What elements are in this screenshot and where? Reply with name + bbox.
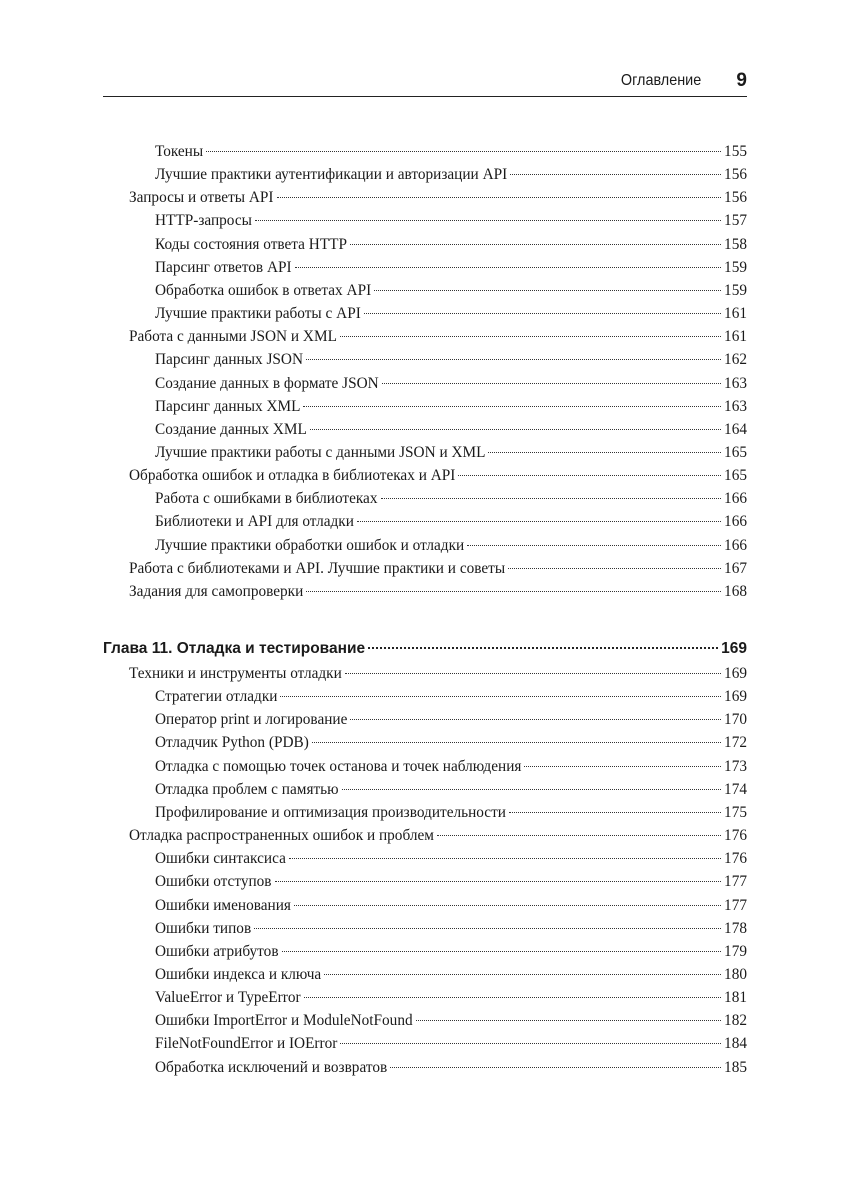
toc-entry-page: 169 xyxy=(721,640,747,657)
toc-entry-page: 166 xyxy=(724,490,747,508)
dot-leader xyxy=(306,591,721,592)
toc-entry-page: 165 xyxy=(724,467,747,485)
toc-entry-page: 174 xyxy=(724,780,747,798)
dot-leader xyxy=(524,766,721,767)
toc-entry-page: 159 xyxy=(724,258,747,276)
toc-entry[interactable] xyxy=(129,663,747,685)
dot-leader xyxy=(364,313,721,314)
dot-leader xyxy=(368,647,718,649)
dot-leader xyxy=(294,905,721,906)
dot-leader xyxy=(437,835,721,836)
toc-entry-page: 168 xyxy=(724,582,747,600)
dot-leader xyxy=(350,719,721,720)
toc-entry[interactable] xyxy=(155,987,747,1009)
toc-entry[interactable] xyxy=(155,895,747,917)
toc-entry-page: 164 xyxy=(724,420,747,438)
dot-leader xyxy=(340,1043,721,1044)
toc-entry-title: Ошибки именования xyxy=(155,896,291,914)
dot-leader xyxy=(467,545,721,546)
toc-entry-title: Создание данных XML xyxy=(155,420,307,438)
toc-entry[interactable] xyxy=(155,419,747,441)
toc-entry-page: 184 xyxy=(724,1035,747,1053)
toc-entry-title: Парсинг ответов API xyxy=(155,258,292,276)
toc-entry[interactable] xyxy=(155,941,747,963)
toc-entry-title: Коды состояния ответа HTTP xyxy=(155,235,348,253)
toc-entry-title: Ошибки отступов xyxy=(155,873,272,891)
toc-entry[interactable] xyxy=(155,848,747,870)
toc-entry-page: 169 xyxy=(724,688,747,706)
toc-entry[interactable] xyxy=(155,210,747,232)
toc-entry[interactable] xyxy=(155,802,747,824)
toc-entry-page: 177 xyxy=(724,873,747,891)
running-header xyxy=(103,70,747,97)
toc-entry[interactable] xyxy=(155,511,747,533)
toc-entry-page: 185 xyxy=(724,1058,747,1076)
page-number: 9 xyxy=(736,70,747,91)
toc-entry-page: 182 xyxy=(724,1012,747,1030)
dot-leader xyxy=(310,429,721,430)
toc-entry-title: Запросы и ответы API xyxy=(129,189,274,207)
toc-entry[interactable] xyxy=(155,164,747,186)
toc-entry[interactable] xyxy=(129,326,747,348)
dot-leader xyxy=(306,359,721,360)
toc-entry-page: 163 xyxy=(724,374,747,392)
dot-leader xyxy=(488,452,721,453)
toc-entry-title: Обработка исключений и возвратов xyxy=(155,1058,388,1076)
toc-entry-title: Библиотеки и API для отладки xyxy=(155,513,354,531)
toc-chapter-heading[interactable] xyxy=(103,638,747,660)
toc-entry-title: Парсинг данных JSON xyxy=(155,351,303,369)
toc-entry-title: Отладка с помощью точек останова и точек наблюдения xyxy=(155,757,522,775)
toc-entry-title: Отладка распространенных ошибок и проблем xyxy=(129,827,434,845)
toc-entry-title: FileNotFoundError и IOError xyxy=(155,1035,338,1053)
toc-entry-title: Ошибки типов xyxy=(155,919,252,937)
dot-leader xyxy=(304,997,721,998)
dot-leader xyxy=(416,1020,721,1021)
toc-entry[interactable] xyxy=(155,280,747,302)
toc-entry[interactable] xyxy=(155,257,747,279)
toc-entry[interactable] xyxy=(129,465,747,487)
toc-entry-title: Лучшие практики обработки ошибок и отладки xyxy=(155,536,465,554)
toc-entry-title: Ошибки индекса и ключа xyxy=(155,965,322,983)
dot-leader xyxy=(342,789,721,790)
toc-entry[interactable] xyxy=(155,234,747,256)
toc-entry-title: Ошибки ImportError и ModuleNotFound xyxy=(155,1012,413,1030)
toc-entry-title: Создание данных в формате JSON xyxy=(155,374,379,392)
toc-entry-page: 175 xyxy=(724,803,747,821)
dot-leader xyxy=(390,1067,721,1068)
toc-entry-title: Оператор print и логирование xyxy=(155,711,348,729)
toc-entry-page: 172 xyxy=(724,734,747,752)
toc-entry-page: 178 xyxy=(724,919,747,937)
dot-leader xyxy=(303,406,721,407)
toc-entry[interactable] xyxy=(155,779,747,801)
toc-entry[interactable] xyxy=(155,396,747,418)
dot-leader xyxy=(382,383,721,384)
toc-entry-title: Работа с ошибками в библиотеках xyxy=(155,490,378,508)
toc-entry-title: ValueError и TypeError xyxy=(155,989,301,1007)
toc-entry[interactable] xyxy=(155,349,747,371)
toc-entry-page: 161 xyxy=(724,328,747,346)
toc-entry[interactable] xyxy=(155,756,747,778)
toc-entry[interactable] xyxy=(155,732,747,754)
toc-entry-page: 166 xyxy=(724,513,747,531)
toc-entry-page: 158 xyxy=(724,235,747,253)
toc-entry-title: Работа с данными JSON и XML xyxy=(129,328,337,346)
toc-entry-title: Обработка ошибок и отладка в библиотеках и API xyxy=(129,467,456,485)
toc-entry-title: Стратегии отладки xyxy=(155,688,278,706)
dot-leader xyxy=(289,858,721,859)
dot-leader xyxy=(282,951,722,952)
toc-entry-page: 170 xyxy=(724,711,747,729)
toc-entry[interactable] xyxy=(155,373,747,395)
toc-entry[interactable] xyxy=(155,918,747,940)
toc-entry-page: 163 xyxy=(724,397,747,415)
toc-entry-page: 176 xyxy=(724,850,747,868)
toc-entry[interactable] xyxy=(155,1057,747,1079)
toc-entry[interactable] xyxy=(129,581,747,603)
toc-entry[interactable] xyxy=(155,141,747,163)
toc-entry-title: Обработка ошибок в ответах API xyxy=(155,281,372,299)
dot-leader xyxy=(254,928,721,929)
toc-entry-page: 177 xyxy=(724,896,747,914)
dot-leader xyxy=(509,812,721,813)
toc-entry-title: HTTP-запросы xyxy=(155,212,252,230)
toc-entry-title: Отладчик Python (PDB) xyxy=(155,734,309,752)
toc-entry[interactable] xyxy=(155,303,747,325)
toc-entry[interactable] xyxy=(155,488,747,510)
toc-entry-page: 159 xyxy=(724,281,747,299)
toc-entry-page: 155 xyxy=(724,143,747,160)
toc-entry-title: Техники и инструменты отладки xyxy=(129,665,342,682)
dot-leader xyxy=(510,174,721,175)
dot-leader xyxy=(345,673,721,674)
toc-entry-title: Лучшие практики работы с данными JSON и XML xyxy=(155,443,486,461)
dot-leader xyxy=(340,336,721,337)
toc-entry-title: Ошибки синтаксиса xyxy=(155,850,286,868)
dot-leader xyxy=(350,244,721,245)
toc-entry[interactable] xyxy=(155,442,747,464)
dot-leader xyxy=(295,267,721,268)
header-title: Оглавление xyxy=(620,72,701,89)
toc-entry-page: 176 xyxy=(724,827,747,845)
toc-entry-page: 156 xyxy=(724,166,747,184)
dot-leader xyxy=(508,568,721,569)
toc-entry-title: Работа с библиотеками и API. Лучшие практики и советы xyxy=(129,559,506,577)
toc-entry-page: 180 xyxy=(724,965,747,983)
dot-leader xyxy=(357,521,721,522)
toc-entry[interactable] xyxy=(155,1033,747,1055)
dot-leader xyxy=(275,881,722,882)
toc-entry-title: Отладка проблем с памятью xyxy=(155,780,339,798)
dot-leader xyxy=(374,290,721,291)
toc-entry-title: Парсинг данных XML xyxy=(155,397,301,415)
toc-entry[interactable] xyxy=(155,686,747,708)
toc-entry-page: 157 xyxy=(724,212,747,230)
toc-entry-title: Лучшие практики работы с API xyxy=(155,305,361,323)
toc-entry-page: 156 xyxy=(724,189,747,207)
toc-entry[interactable] xyxy=(129,187,747,209)
toc-entry-title: Глава 11. Отладка и тестирование xyxy=(103,640,366,657)
toc-entry-page: 165 xyxy=(724,443,747,461)
dot-leader xyxy=(255,220,721,221)
toc-entry[interactable] xyxy=(155,1010,747,1032)
toc-entry-page: 167 xyxy=(724,559,747,577)
toc-entry[interactable] xyxy=(155,964,747,986)
dot-leader xyxy=(312,742,721,743)
dot-leader xyxy=(277,197,722,198)
toc-entry[interactable] xyxy=(129,825,747,847)
toc-entry-page: 181 xyxy=(724,989,747,1007)
toc-entry-title: Лучшие практики аутентификации и авторизации API xyxy=(155,166,508,184)
dot-leader xyxy=(324,974,721,975)
toc-entry-page: 179 xyxy=(724,942,747,960)
toc-entry-title: Задания для самопроверки xyxy=(129,582,304,600)
toc-entry-title: Ошибки атрибутов xyxy=(155,942,279,960)
dot-leader xyxy=(206,151,721,152)
toc-entry-page: 162 xyxy=(724,351,747,369)
dot-leader xyxy=(280,696,721,697)
toc-entry-title: Токены xyxy=(155,143,204,160)
toc-entry-title: Профилирование и оптимизация производительности xyxy=(155,803,506,821)
toc-entry[interactable] xyxy=(155,535,747,557)
toc-entry[interactable] xyxy=(155,871,747,893)
toc-entry-page: 169 xyxy=(724,665,747,682)
toc-entry-page: 161 xyxy=(724,305,747,323)
toc-entry-page: 166 xyxy=(724,536,747,554)
dot-leader xyxy=(458,475,721,476)
toc-entry[interactable] xyxy=(155,709,747,731)
toc-entry[interactable] xyxy=(129,558,747,580)
dot-leader xyxy=(381,498,722,499)
toc-entry-page: 173 xyxy=(724,757,747,775)
